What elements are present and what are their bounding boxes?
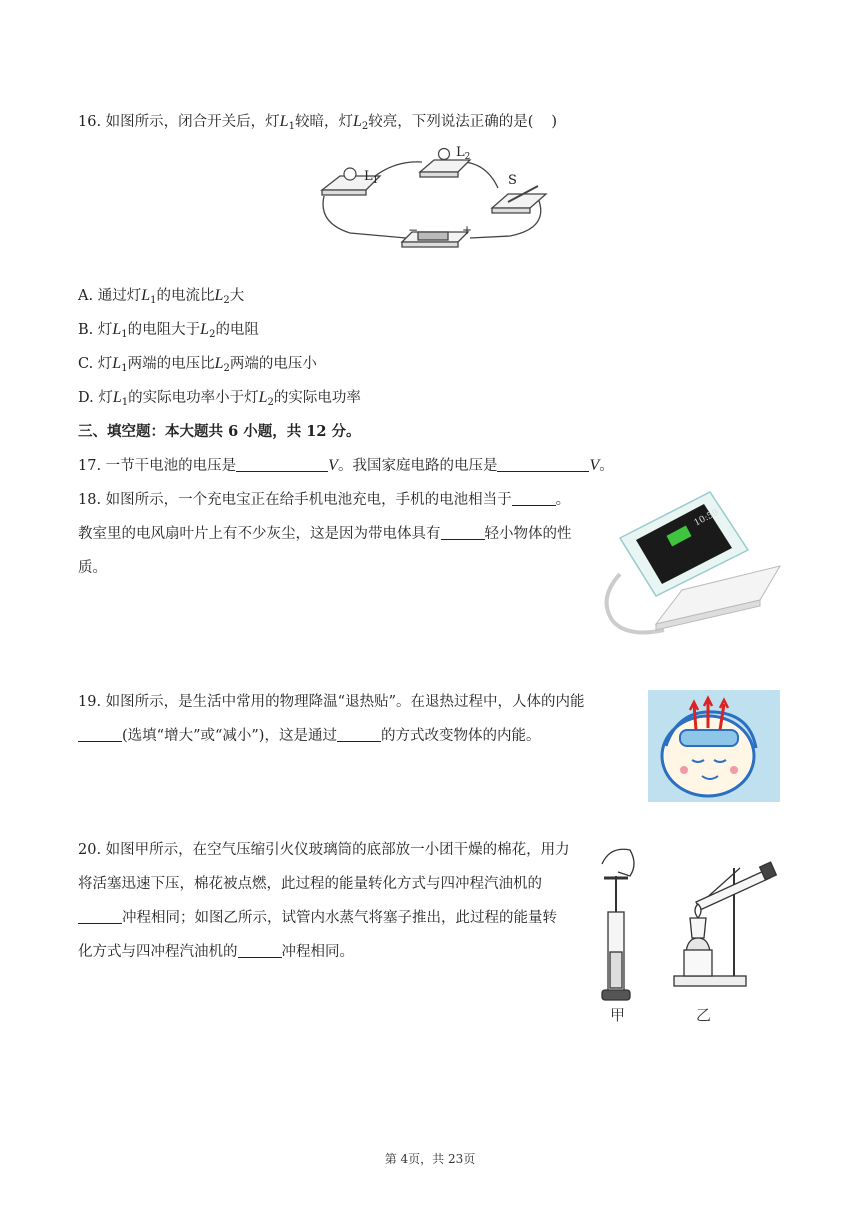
q19-line2: (选填“增大”或“减小”)，这是通过 的方式改变物体的内能。 [78,726,540,746]
circuit-figure [310,138,550,258]
q16-option-d: D. 灯$L_1$的实际电功率小于灯$L_2$的实际电功率 [78,389,361,408]
q18-line2: 教室里的电风扇叶片上有不少灰尘，这是因为带电体具有 轻小物体的性 [78,526,572,542]
q17: 17. 一节干电池的电压是 V。我国家庭电路的电压是 V。 [78,457,614,474]
q18-line1: 18. 如图所示，一个充电宝正在给手机电池充电，手机的电池相当于 。 [78,492,571,508]
label-jia: 甲 [610,1006,626,1024]
label-yi: 乙 [696,1006,712,1024]
q19-line1: 19. 如图所示，是生活中常用的物理降温“退热贴”。在退热过程中，人体的内能 [78,694,585,710]
switch-label: S [508,173,517,188]
answer-blank [337,727,381,742]
battery-minus: − [408,223,419,237]
compression-and-test-tube-figure [590,842,790,1028]
answer-blank [78,909,122,924]
answer-blank [497,457,589,472]
q18-line3: 质。 [78,560,107,576]
q16-option-a: A. 通过灯$L_1$的电流比$L_2$大 [78,287,245,306]
answer-blank [78,727,122,742]
power-bank-phone-figure [598,488,784,642]
page-footer: 第 4页，共 23页 [384,1152,476,1166]
q20-line3: 冲程相同；如图乙所示，试管内水蒸气将塞子推出，此过程的能量转 [78,908,557,928]
q16-stem: 16. 如图所示，闭合开关后，灯$L_1$较暗，灯$L_2$较亮，下列说法正确的是( ) [78,113,558,132]
q20-line1: 20. 如图甲所示，在空气压缩引火仪玻璃筒的底部放一小团干燥的棉花，用力 [78,842,570,858]
lamp1-label: $L_1$ [364,169,379,186]
phone-time: 10:59 [692,507,721,529]
fever-patch-figure [648,690,780,802]
lamp2-label: $L_2$ [456,145,471,162]
q20-line4: 化方式与四冲程汽油机的 冲程相同。 [78,944,354,960]
answer-blank [236,457,328,472]
q16-option-c: C. 灯$L_1$两端的电压比$L_2$两端的电压小 [78,355,317,374]
q16-option-b: B. 灯$L_1$的电阻大于$L_2$的电阻 [78,321,259,340]
answer-blank [512,491,556,506]
q20-line2: 将活塞迅速下压，棉花被点燃，此过程的能量转化方式与四冲程汽油机的 [78,876,542,892]
answer-blank [238,943,282,958]
battery-plus: + [462,223,473,237]
answer-blank [441,525,485,540]
section-heading: 三、填空题：本大题共 6 小题，共 12 分。 [78,423,361,440]
